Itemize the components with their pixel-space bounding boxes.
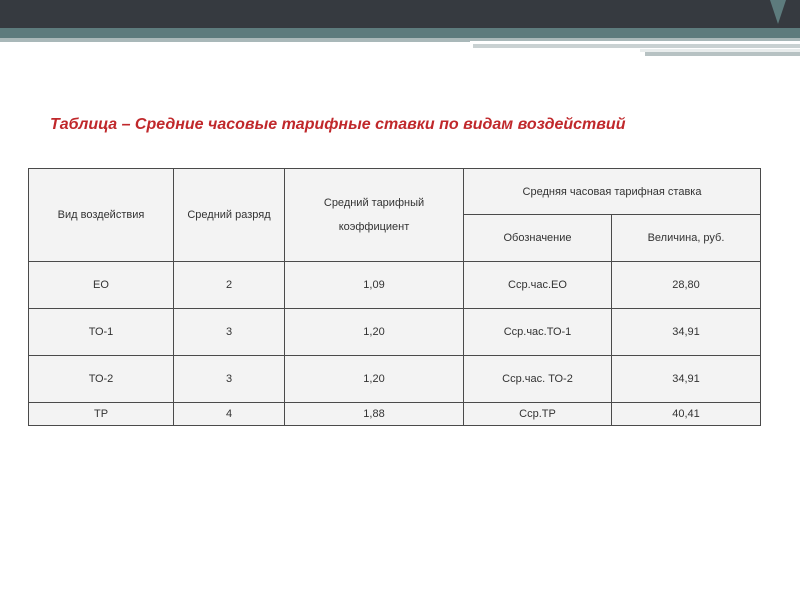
cell-value: 34,91 [612,356,761,403]
header-rate-group: Средняя часовая тарифная ставка [464,169,761,215]
slide-title: Таблица – Средние часовые тарифные ставки по видам воздействий [50,116,626,133]
cell-coefficient: 1,09 [285,262,464,309]
header-grade: Средний разряд [174,169,285,262]
table-row [29,356,761,403]
cell-grade: 2 [174,262,285,309]
cell-value: 40,41 [612,403,761,426]
header-coefficient-line2: коэффициент [338,221,410,233]
cell-coefficient: 1,20 [285,309,464,356]
header-coefficient-line1: Средний тарифный [323,197,425,209]
decorative-line-shadow [645,52,800,56]
cell-grade: 4 [174,403,285,426]
header-band [0,0,800,28]
table-row [29,309,761,356]
table-header-row [29,169,761,215]
decorative-line-shadow [473,44,800,48]
cell-grade: 3 [174,309,285,356]
header-accent-stripe [0,28,800,38]
cell-type: ТР [29,403,174,426]
corner-decoration [770,0,786,24]
header-value: Величина, руб. [612,215,761,262]
cell-designation: Сср.час. ТО-2 [464,356,612,403]
header-coefficient [285,169,464,262]
cell-designation: Сср.час.ЕО [464,262,612,309]
header-designation: Обозначение [464,215,612,262]
tariff-table [28,168,761,426]
cell-grade: 3 [174,356,285,403]
table-row [29,262,761,309]
cell-value: 34,91 [612,309,761,356]
cell-type: ЕО [29,262,174,309]
cell-value: 28,80 [612,262,761,309]
cell-coefficient: 1,20 [285,356,464,403]
cell-coefficient: 1,88 [285,403,464,426]
table-row [29,403,761,426]
cell-designation: Сср.ТР [464,403,612,426]
cell-designation: Сср.час.ТО-1 [464,309,612,356]
header-type: Вид воздействия [29,169,174,262]
cell-type: ТО-1 [29,309,174,356]
cell-type: ТО-2 [29,356,174,403]
